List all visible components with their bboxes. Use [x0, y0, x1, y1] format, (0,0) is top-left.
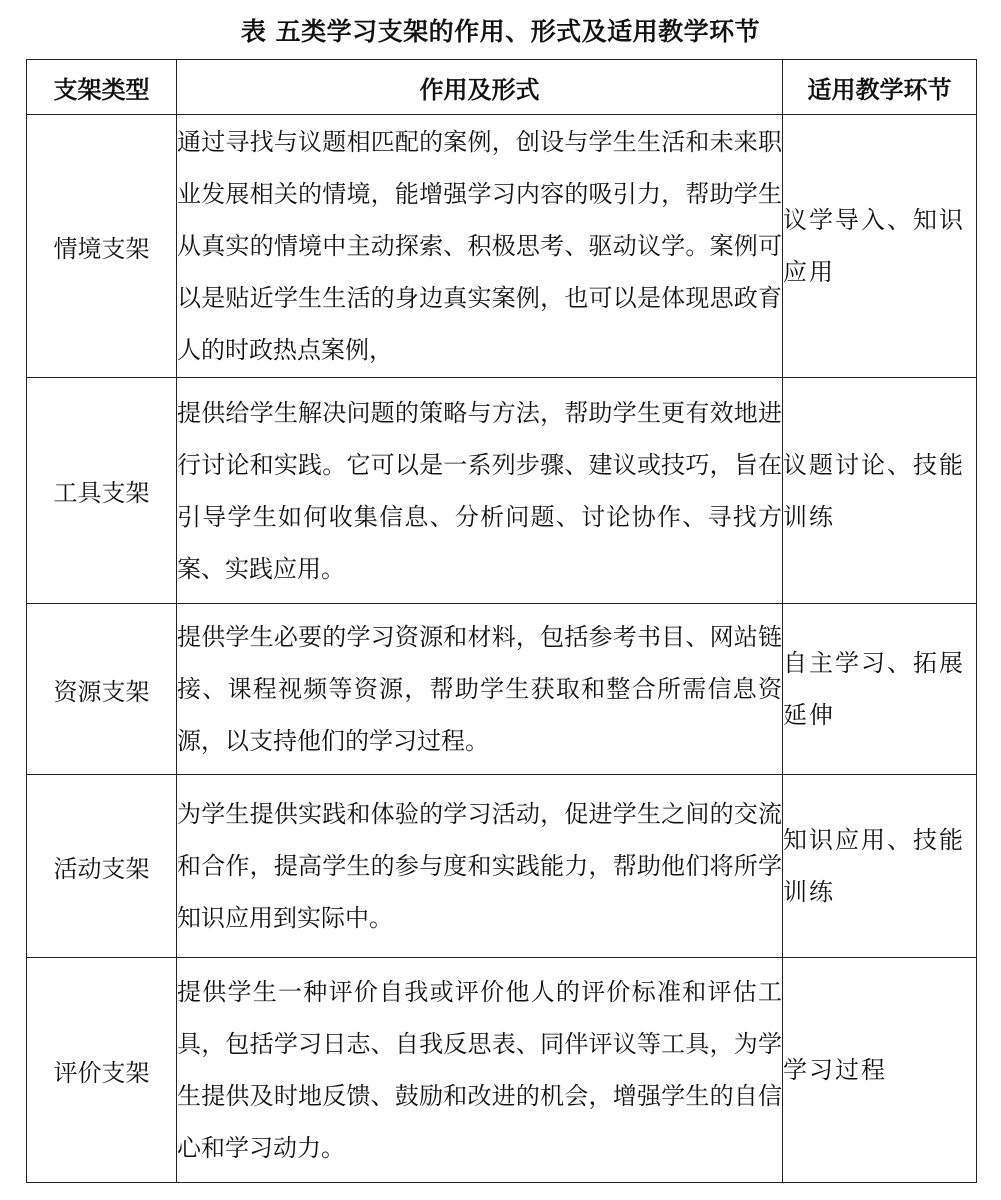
function-form-cell: 提供学生一种评价自我或评价他人的评价标准和评估工具，包括学习日志、自我反思表、同伴评议等工具，为学生提供及时地反馈、鼓励和改进的机会，增强学生的自信心和学习动力。: [177, 958, 783, 1183]
header-teaching-stage: 适用教学环节: [783, 60, 977, 115]
teaching-stage-cell: 自主学习、拓展延伸: [783, 604, 977, 775]
scaffold-table: [26, 59, 977, 1183]
header-scaffold-type: 支架类型: [27, 60, 177, 115]
teaching-stage-cell: 学习过程: [783, 958, 977, 1183]
table-row: [27, 378, 977, 604]
function-form-cell: 提供给学生解决问题的策略与方法，帮助学生更有效地进行讨论和实践。它可以是一系列步骤、建议或技巧，旨在引导学生如何收集信息、分析问题、讨论协作、寻找方案、实践应用。: [177, 378, 783, 604]
table-row: [27, 604, 977, 775]
scaffold-type-cell: 评价支架: [27, 958, 177, 1183]
table-caption: 表 五类学习支架的作用、形式及适用教学环节: [240, 17, 761, 46]
table-row: [27, 115, 977, 378]
teaching-stage-cell: 议题讨论、技能训练: [783, 378, 977, 604]
table-header-row: [27, 60, 977, 115]
scaffold-type-cell: 工具支架: [27, 378, 177, 604]
function-form-cell: 通过寻找与议题相匹配的案例，创设与学生生活和未来职业发展相关的情境，能增强学习内容的吸引力，帮助学生从真实的情境中主动探索、积极思考、驱动议学。案例可以是贴近学生生活的身边真实案例，也可以是体现思政育人的时政热点案例，: [177, 115, 783, 378]
scaffold-type-cell: 资源支架: [27, 604, 177, 775]
table-row: [27, 958, 977, 1183]
table-row: [27, 775, 977, 958]
scaffold-type-cell: 情境支架: [27, 115, 177, 378]
teaching-stage-cell: 知识应用、技能训练: [783, 775, 977, 958]
header-function-form: 作用及形式: [177, 60, 783, 115]
function-form-cell: 提供学生必要的学习资源和材料，包括参考书目、网站链接、课程视频等资源，帮助学生获取和整合所需信息资源，以支持他们的学习过程。: [177, 604, 783, 775]
teaching-stage-cell: 议学导入、知识应用: [783, 115, 977, 378]
function-form-cell: 为学生提供实践和体验的学习活动，促进学生之间的交流和合作，提高学生的参与度和实践能力，帮助他们将所学知识应用到实际中。: [177, 775, 783, 958]
scaffold-type-cell: 活动支架: [27, 775, 177, 958]
